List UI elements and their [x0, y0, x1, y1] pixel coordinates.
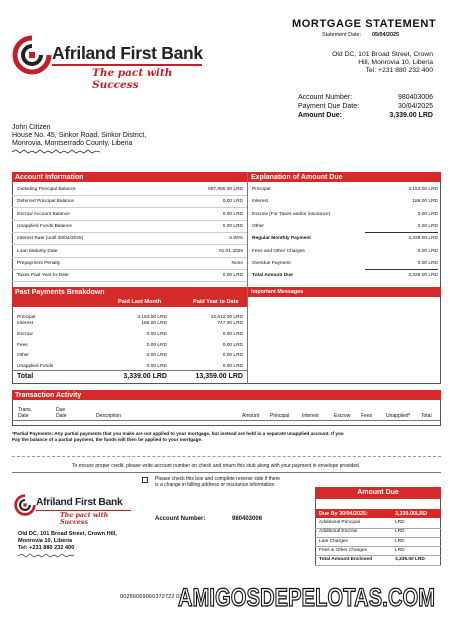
stub-instruction: To ensure proper credit, please write account number on check and return this stub along with your payment in envelope provided.	[72, 463, 361, 469]
account-number-label: Account Number:	[298, 94, 353, 101]
stub-amount-value: LRD	[395, 520, 405, 525]
account-info-divider	[12, 281, 247, 282]
col-due-date: Date	[56, 413, 67, 419]
account-info-label: Outsiding Principal Balance	[17, 187, 76, 192]
explanation-label: Interest	[252, 199, 268, 205]
col-description: Description	[96, 413, 122, 419]
past-payments-header: Past Payments Breakdown	[12, 287, 247, 297]
watermark: AMIGOSDEPELOTAS.COM	[178, 584, 436, 612]
statement-date: 05/04/2025	[372, 32, 399, 38]
account-info-divider	[12, 207, 247, 208]
past-payment-label: Escrow	[17, 332, 33, 337]
stub-redaction-scribble	[18, 553, 78, 559]
past-payment-ytd: 747.00 LRD	[217, 321, 243, 326]
stub-amount-label: Additional Escrow	[319, 529, 358, 535]
col-interest: Interest	[302, 413, 319, 419]
explanation-label: Overdue Payment	[252, 260, 291, 266]
stub-amount-value: LRD	[395, 529, 405, 535]
account-info-label: Prepayment Penalty	[17, 260, 61, 266]
past-payment-label: Unapplied Funds	[17, 363, 54, 369]
bank-address-1: Old DC, 101 Broad Street, Crown	[332, 51, 433, 58]
col-total: Total	[421, 413, 432, 419]
col-principal: Principal	[270, 413, 290, 419]
explanation-value: 3,153.00 LRD	[408, 187, 438, 192]
explanation-label: Regular Monthly Payment	[252, 236, 311, 242]
stub-bank-logo-icon	[14, 494, 36, 516]
account-info-label: Deferred Principal Balance	[17, 199, 75, 205]
stub-amount-label: Total Amount Enclosed	[319, 557, 373, 563]
account-info-divider	[12, 232, 247, 233]
paid-ytd-header: Paid Year to Date	[193, 299, 239, 305]
account-info-label: Unapplied Funds Balance	[17, 223, 72, 229]
past-payment-last: 186.00 LRD	[141, 321, 167, 326]
col-escrow: Escrow	[334, 413, 351, 419]
past-payment-last: 0.00 LRD	[146, 342, 167, 348]
stub-amount-due-header: Amount Due	[315, 487, 441, 499]
address-change-checkbox[interactable]	[142, 477, 148, 483]
explanation-header: Explanation of Amount Due	[248, 172, 441, 182]
past-payment-last: 0.00 LRD	[146, 332, 167, 337]
stub-amount-divider	[315, 565, 441, 566]
past-payment-last: 0.00 LRD	[146, 363, 167, 369]
amount-due: 3,339.00 LRD	[389, 112, 433, 119]
payment-due-label: Payment Due Date:	[298, 103, 360, 110]
stub-bank-name: Afriland First Bank	[36, 497, 123, 508]
explanation-value: 0.00 LRD	[417, 223, 438, 229]
payment-due-date: 30/04/2025	[397, 103, 433, 110]
explanation-label: Escrow (For Taxes and/or insurance)	[252, 211, 331, 217]
account-info-divider	[12, 220, 247, 221]
account-info-value: None	[231, 260, 243, 266]
past-payment-label: Other	[17, 353, 29, 358]
stub-address-2: Monrovia 10, Liberia	[18, 538, 73, 544]
col-trans-date: Date	[18, 413, 29, 419]
stub-amount-value: LRD	[395, 547, 405, 553]
account-info-value: 507,855.00 LRD	[208, 187, 243, 192]
statement-title: MORTGAGE STATEMENT	[292, 18, 437, 30]
explanation-value: 186.00 LRD	[412, 199, 438, 205]
important-messages-header: Important Messages	[248, 287, 441, 297]
stub-due-by-label: Due By 30/04/2025:	[319, 511, 368, 517]
stub-account-number-label: Account Number:	[155, 516, 206, 522]
col-amount: Amount	[242, 413, 260, 419]
account-info-label: Interest Rate (until 30/04/2025)	[17, 236, 84, 242]
past-payment-last: 3,153.00 LRD	[137, 315, 167, 320]
past-payment-last: 0.00 LRD	[146, 353, 167, 358]
bank-logo	[12, 35, 207, 91]
explanation-value: 0.00 LRD	[417, 260, 438, 266]
explanation-value: 0.00 LRD	[417, 248, 438, 254]
col-fees: Fees	[361, 413, 373, 419]
statement-date-label: Statement Date:	[322, 32, 361, 38]
explanation-value: 3,339.00 LRD	[408, 236, 438, 242]
stub-check-line-1: Please check this box and complete reverse side if there	[155, 476, 281, 482]
account-info-header: Account Information	[12, 172, 247, 182]
account-info-label: Escrow Account Balance	[17, 211, 70, 217]
stub-amount-label: Fees & Other Charges	[319, 547, 367, 553]
stub-amount-label: Late Charges	[319, 538, 348, 544]
partial-payments-note-2: Pay the balance of a partial payment, the funds will then be applied to your mortgage.	[12, 437, 203, 442]
account-info-divider	[12, 257, 247, 258]
stub-check-line-2: is a change in billing address or insurance information.	[155, 482, 276, 488]
redaction-scribble	[12, 149, 102, 155]
col-trans: Trans.	[18, 407, 32, 413]
past-payment-label: Fees	[17, 342, 28, 348]
past-payment-ytd: 0.00 LRD	[222, 353, 243, 358]
stub-amount-value: 3,339.00 LRD	[395, 557, 425, 563]
past-total-last: 3,339.00 LRD	[123, 373, 167, 380]
account-info-divider	[12, 195, 247, 196]
customer-name: John Citizen	[12, 124, 51, 131]
account-info-label: Taxes Paid Year-to-Date	[17, 273, 69, 279]
past-payment-ytd: 12,612.00 LRD	[210, 315, 243, 320]
explanation-label: Total Amount Due	[252, 273, 293, 279]
account-info-value: 0.00 LRD	[222, 223, 243, 229]
past-payment-ytd: 0.00 LRD	[222, 363, 243, 369]
bank-logo-icon	[12, 35, 52, 75]
explanation-value: 3,339.00 LRD	[408, 273, 438, 279]
amount-due-label: Amount Due:	[298, 112, 342, 119]
past-payment-ytd: 0.00 LRD	[222, 342, 243, 348]
bank-address-3: Tel: +231 880 232 400	[365, 67, 433, 74]
micr-line: 00256069060372722 03	[120, 594, 183, 600]
past-total-ytd: 13,359.00 LRD	[195, 373, 243, 380]
bank-slogan: The pact with Success	[92, 67, 173, 91]
explanation-sum-line	[365, 269, 438, 270]
stub-account-number: 980403006	[232, 516, 263, 522]
explanation-sum-line	[365, 232, 438, 233]
account-info-value: 0.00 LRD	[222, 211, 243, 217]
stub-address-1: Old DC, 101 Broad Street, Crown Hill,	[18, 531, 117, 537]
account-info-value: 01.01.2025	[218, 248, 243, 254]
past-payment-label: Interest	[17, 321, 33, 326]
explanation-label: Fees and Other Charges	[252, 248, 305, 254]
account-info-label: Loan Maturity Date	[17, 248, 58, 254]
stub-bank-logo	[14, 494, 134, 524]
customer-address-2: Monrovia, Montserrado County, Liberia	[12, 140, 133, 147]
account-info-value: 0.00 LRD	[222, 199, 243, 205]
explanation-value: 0.00 LRD	[417, 211, 438, 217]
paid-last-month-header: Paid Last Month	[118, 299, 162, 305]
explanation-label: Other	[252, 223, 264, 229]
account-info-divider	[12, 269, 247, 270]
customer-address-1: House No. 45, Sinkor Road, Sinkor District,	[12, 132, 147, 139]
stub-amount-value: LRD	[395, 538, 405, 544]
bank-name: Afriland First Bank	[52, 43, 203, 63]
account-info-value: 5.93%	[229, 236, 243, 242]
partial-payments-note-1: *Partial Payments: Any partial payments that you make are not applied to your mortgage, but instead are held in a separate unapplied account. If you	[12, 431, 344, 436]
col-unapplied: Unapplied*	[386, 413, 411, 419]
transaction-activity-header: Transaction Activity	[12, 390, 441, 400]
past-payment-label: Principal	[17, 315, 36, 320]
account-info-divider	[12, 244, 247, 245]
bank-address-2: Hill, Monrovia 10, Liberia	[358, 59, 433, 66]
past-total-label: Total	[17, 373, 34, 380]
past-payment-ytd: 0.00 LRD	[222, 332, 243, 337]
stub-amount-label: Additional Principal	[319, 520, 360, 525]
stub-due-by-value: 3,339.00LRD	[395, 511, 428, 517]
explanation-label: Principal	[252, 187, 271, 192]
account-info-value: 0.00 LRD	[222, 273, 243, 279]
stub-bank-slogan: The pact with Success	[60, 512, 109, 526]
account-number: 980403006	[397, 94, 433, 101]
col-due: Due	[56, 407, 66, 413]
stub-address-3: Tel: +231 880 232 400	[18, 545, 75, 551]
